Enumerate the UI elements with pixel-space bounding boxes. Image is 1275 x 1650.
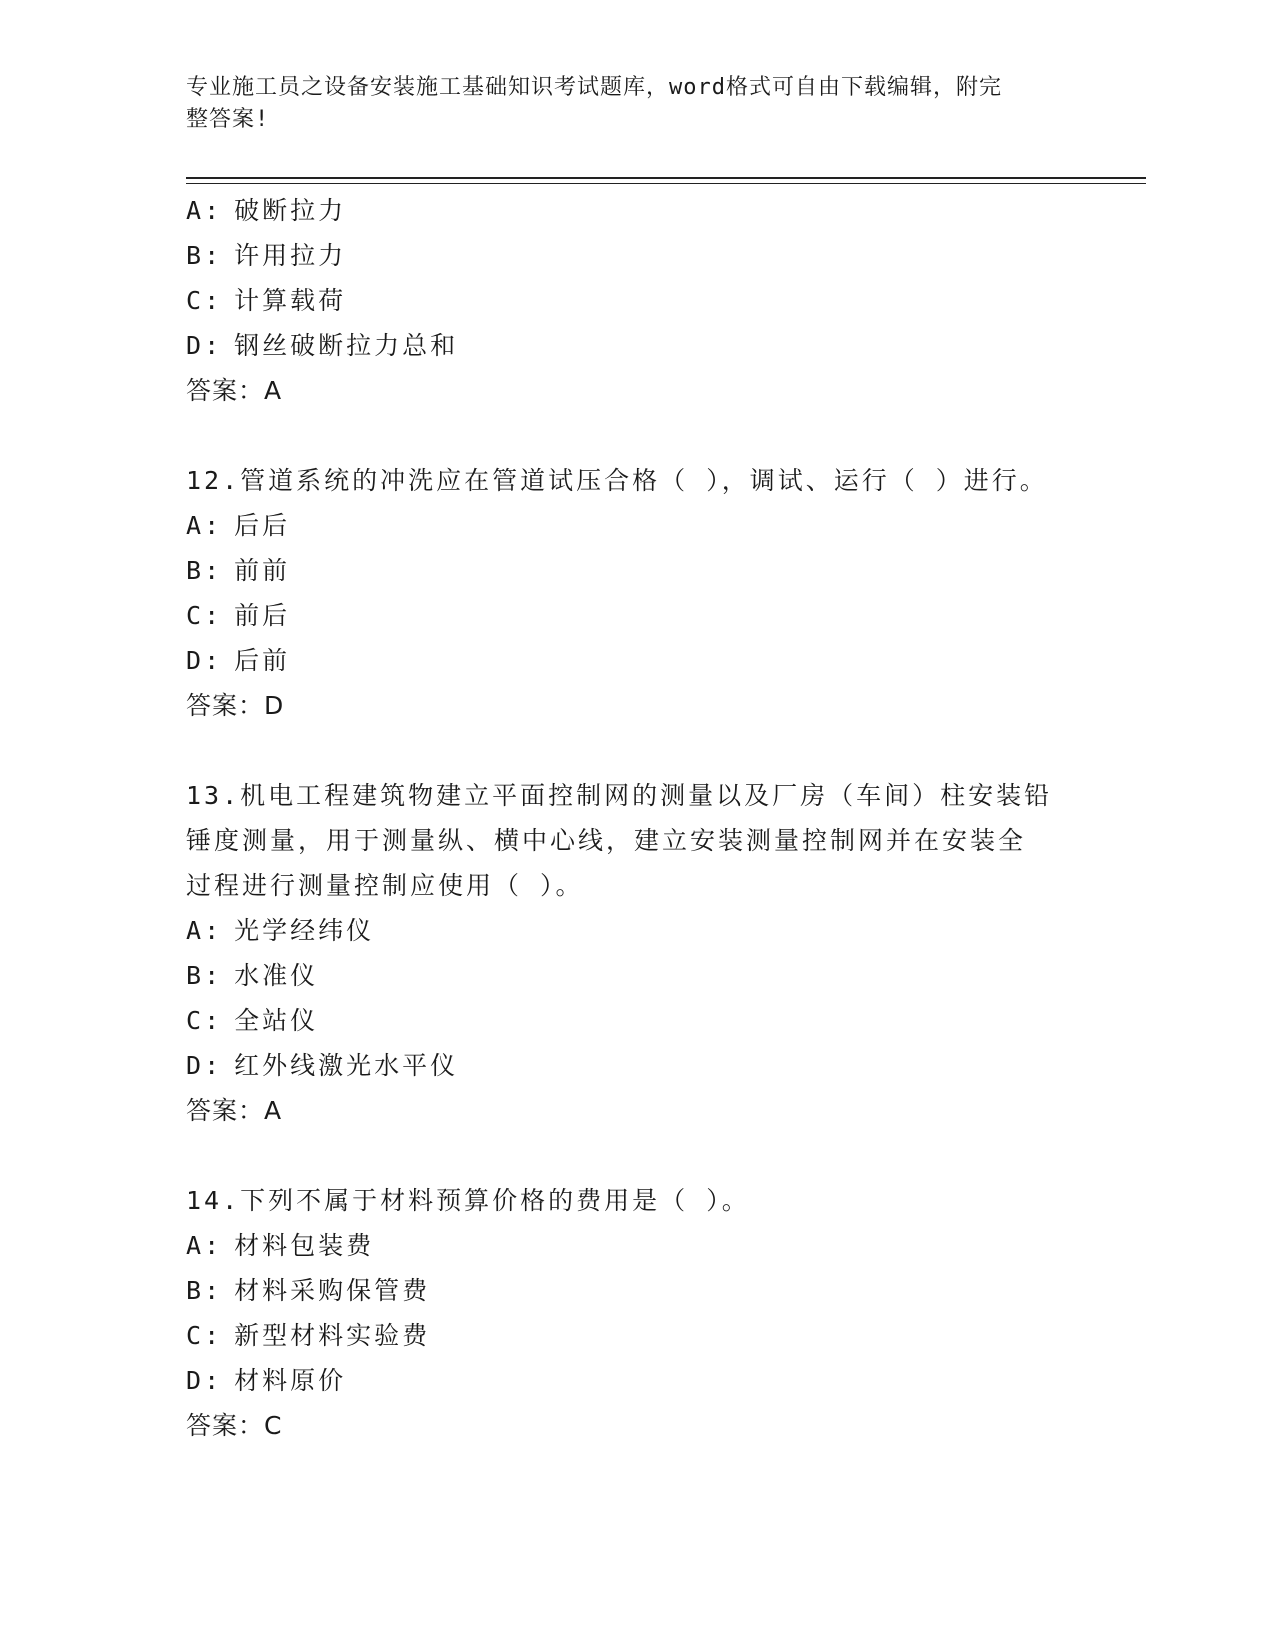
question-list	[186, 188, 1086, 1448]
option-c: C: 全站仪	[186, 1006, 319, 1035]
header-divider-thick	[186, 177, 1146, 179]
answer-line: 答案：A	[186, 376, 283, 405]
answer-line: 答案：A	[186, 1096, 283, 1125]
option-a: A: 光学经纬仪	[186, 916, 375, 945]
header-line-1: 专业施工员之设备安装施工基础知识考试题库，word格式可自由下载编辑，附完	[186, 75, 1002, 100]
option-c: C: 新型材料实验费	[186, 1321, 431, 1350]
option-d: D: 后前	[186, 646, 291, 675]
header-line-2: 整答案!	[186, 107, 270, 132]
question-stem-line-3: 过程进行测量控制应使用（ ）。	[186, 871, 584, 900]
option-b: B: 材料采购保管费	[186, 1276, 431, 1305]
header-divider-thin	[186, 183, 1146, 184]
option-a: A: 后后	[186, 511, 291, 540]
option-c: C: 前后	[186, 601, 291, 630]
question-stem: 12.管道系统的冲洗应在管道试压合格（ ），调试、运行（ ）进行。	[186, 466, 1048, 495]
option-d: D: 红外线激光水平仪	[186, 1051, 459, 1080]
question-stem: 14.下列不属于材料预算价格的费用是（ ）。	[186, 1186, 750, 1215]
option-b: B: 水准仪	[186, 961, 319, 990]
option-a: A: 破断拉力	[186, 196, 347, 225]
question-14	[186, 1178, 1086, 1448]
option-a: A: 材料包装费	[186, 1231, 375, 1260]
answer-line: 答案：C	[186, 1411, 283, 1440]
option-c: C: 计算载荷	[186, 286, 347, 315]
answer-line: 答案：D	[186, 691, 285, 720]
question-11-continued	[186, 188, 1086, 413]
option-d: D: 钢丝破断拉力总和	[186, 331, 459, 360]
question-13	[186, 773, 1086, 1133]
question-stem-line-2: 锤度测量，用于测量纵、横中心线，建立安装测量控制网并在安装全	[186, 826, 1027, 855]
question-12	[186, 458, 1086, 728]
option-b: B: 许用拉力	[186, 241, 347, 270]
option-d: D: 材料原价	[186, 1366, 347, 1395]
document-header	[186, 72, 1066, 136]
option-b: B: 前前	[186, 556, 291, 585]
question-stem-line-1: 13.机电工程建筑物建立平面控制网的测量以及厂房（车间）柱安装铅	[186, 781, 1053, 810]
